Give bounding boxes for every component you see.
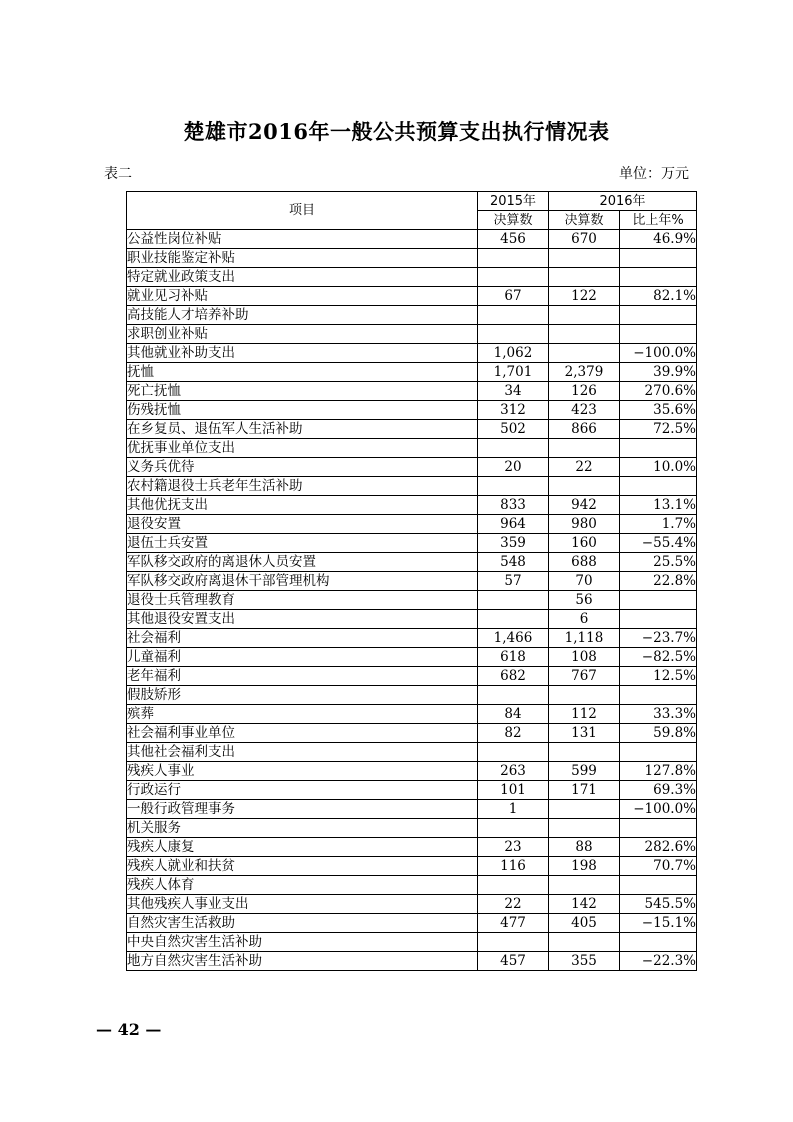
row-change-pct	[620, 268, 697, 287]
header-2015: 2015年	[478, 192, 549, 211]
table-row	[127, 268, 697, 287]
row-item-name: 其他社会福利支出	[127, 743, 478, 762]
row-change-pct: −23.7%	[620, 629, 697, 648]
row-value-2016: 70	[549, 572, 620, 591]
row-item-name: 退伍士兵安置	[127, 534, 478, 553]
row-item-name: 地方自然灾害生活补助	[127, 952, 478, 971]
row-item-name: 机关服务	[127, 819, 478, 838]
table-row	[127, 496, 697, 515]
row-value-2015: 34	[478, 382, 549, 401]
row-value-2016	[549, 477, 620, 496]
row-item-name: 社会福利事业单位	[127, 724, 478, 743]
row-value-2015	[478, 306, 549, 325]
row-item-name: 行政运行	[127, 781, 478, 800]
row-item-name: 农村籍退役士兵老年生活补助	[127, 477, 478, 496]
row-change-pct	[620, 743, 697, 762]
row-item-name: 其他退役安置支出	[127, 610, 478, 629]
row-item-name: 职业技能鉴定补贴	[127, 249, 478, 268]
row-item-name: 残疾人事业	[127, 762, 478, 781]
page-title: 楚雄市2016年一般公共预算支出执行情况表	[183, 119, 610, 144]
row-value-2016: 866	[549, 420, 620, 439]
table-row	[127, 610, 697, 629]
row-change-pct: −15.1%	[620, 914, 697, 933]
row-value-2016	[549, 819, 620, 838]
row-change-pct: 127.8%	[620, 762, 697, 781]
row-value-2015: 23	[478, 838, 549, 857]
row-value-2015	[478, 439, 549, 458]
row-item-name: 老年福利	[127, 667, 478, 686]
row-value-2015: 67	[478, 287, 549, 306]
table-row	[127, 933, 697, 952]
row-value-2016: 142	[549, 895, 620, 914]
table-row	[127, 667, 697, 686]
row-value-2015: 457	[478, 952, 549, 971]
row-value-2015: 20	[478, 458, 549, 477]
row-change-pct	[620, 591, 697, 610]
row-value-2015: 22	[478, 895, 549, 914]
row-value-2016: 2,379	[549, 363, 620, 382]
row-value-2016: 56	[549, 591, 620, 610]
row-change-pct: −100.0%	[620, 344, 697, 363]
row-item-name: 一般行政管理事务	[127, 800, 478, 819]
row-item-name: 假肢矫形	[127, 686, 478, 705]
row-item-name: 残疾人体育	[127, 876, 478, 895]
row-value-2016	[549, 686, 620, 705]
row-change-pct	[620, 933, 697, 952]
row-value-2015	[478, 268, 549, 287]
table-row	[127, 876, 697, 895]
row-change-pct: 82.1%	[620, 287, 697, 306]
table-row	[127, 648, 697, 667]
row-value-2015	[478, 933, 549, 952]
row-item-name: 其他就业补助支出	[127, 344, 478, 363]
row-item-name: 死亡抚恤	[127, 382, 478, 401]
row-change-pct: 70.7%	[620, 857, 697, 876]
row-value-2015: 1,701	[478, 363, 549, 382]
row-value-2015	[478, 876, 549, 895]
row-change-pct	[620, 325, 697, 344]
row-value-2015: 618	[478, 648, 549, 667]
row-change-pct	[620, 819, 697, 838]
row-change-pct: 39.9%	[620, 363, 697, 382]
row-change-pct: 270.6%	[620, 382, 697, 401]
row-item-name: 退役士兵管理教育	[127, 591, 478, 610]
row-value-2015: 1,062	[478, 344, 549, 363]
row-value-2015: 116	[478, 857, 549, 876]
row-change-pct: 33.3%	[620, 705, 697, 724]
row-value-2016: 980	[549, 515, 620, 534]
table-row	[127, 952, 697, 971]
row-change-pct	[620, 610, 697, 629]
row-value-2016: 688	[549, 553, 620, 572]
row-item-name: 其他优抚支出	[127, 496, 478, 515]
table-row	[127, 553, 697, 572]
table-row	[127, 230, 697, 249]
row-change-pct: −82.5%	[620, 648, 697, 667]
row-value-2016: 767	[549, 667, 620, 686]
table-row	[127, 534, 697, 553]
row-item-name: 残疾人康复	[127, 838, 478, 857]
table-row	[127, 743, 697, 762]
table-row	[127, 762, 697, 781]
row-value-2016	[549, 876, 620, 895]
row-value-2016: 355	[549, 952, 620, 971]
row-value-2015: 1,466	[478, 629, 549, 648]
row-value-2015: 548	[478, 553, 549, 572]
unit-label: 单位：万元	[619, 166, 689, 182]
row-item-name: 在乡复员、退伍军人生活补助	[127, 420, 478, 439]
table-row	[127, 249, 697, 268]
row-value-2016: 122	[549, 287, 620, 306]
row-item-name: 军队移交政府的离退休人员安置	[127, 553, 478, 572]
row-change-pct	[620, 249, 697, 268]
row-value-2016	[549, 325, 620, 344]
row-change-pct: 25.5%	[620, 553, 697, 572]
row-value-2015	[478, 743, 549, 762]
row-value-2015	[478, 686, 549, 705]
row-value-2016: 126	[549, 382, 620, 401]
header-2016: 2016年	[549, 192, 697, 211]
row-value-2015	[478, 477, 549, 496]
table-row	[127, 306, 697, 325]
row-value-2015: 502	[478, 420, 549, 439]
table-row	[127, 800, 697, 819]
table-row	[127, 439, 697, 458]
row-change-pct	[620, 686, 697, 705]
row-change-pct: 35.6%	[620, 401, 697, 420]
table-body	[127, 230, 697, 971]
row-change-pct: 22.8%	[620, 572, 697, 591]
row-value-2015: 1	[478, 800, 549, 819]
row-value-2015: 456	[478, 230, 549, 249]
row-value-2015: 682	[478, 667, 549, 686]
row-change-pct	[620, 439, 697, 458]
row-value-2015	[478, 591, 549, 610]
row-change-pct: 282.6%	[620, 838, 697, 857]
row-change-pct: 69.3%	[620, 781, 697, 800]
row-change-pct: 12.5%	[620, 667, 697, 686]
row-value-2016	[549, 344, 620, 363]
row-value-2016	[549, 268, 620, 287]
table-row	[127, 895, 697, 914]
row-change-pct: −22.3%	[620, 952, 697, 971]
row-item-name: 公益性岗位补贴	[127, 230, 478, 249]
table-row	[127, 705, 697, 724]
table-row	[127, 686, 697, 705]
row-item-name: 伤残抚恤	[127, 401, 478, 420]
row-change-pct: 46.9%	[620, 230, 697, 249]
row-value-2015: 359	[478, 534, 549, 553]
row-value-2015: 101	[478, 781, 549, 800]
row-item-name: 残疾人就业和扶贫	[127, 857, 478, 876]
row-change-pct: 72.5%	[620, 420, 697, 439]
row-value-2016: 108	[549, 648, 620, 667]
row-value-2016: 599	[549, 762, 620, 781]
row-value-2015	[478, 610, 549, 629]
row-value-2015	[478, 819, 549, 838]
row-value-2016: 112	[549, 705, 620, 724]
row-value-2016: 405	[549, 914, 620, 933]
row-value-2016	[549, 306, 620, 325]
row-value-2016: 423	[549, 401, 620, 420]
row-value-2016: 670	[549, 230, 620, 249]
header-item: 项目	[127, 192, 478, 230]
row-item-name: 中央自然灾害生活补助	[127, 933, 478, 952]
row-change-pct	[620, 306, 697, 325]
row-value-2015: 84	[478, 705, 549, 724]
table-header	[127, 192, 697, 230]
row-change-pct	[620, 876, 697, 895]
row-value-2016: 131	[549, 724, 620, 743]
table-row	[127, 572, 697, 591]
row-value-2015: 833	[478, 496, 549, 515]
table-row	[127, 781, 697, 800]
table-row	[127, 838, 697, 857]
row-item-name: 求职创业补贴	[127, 325, 478, 344]
row-item-name: 优抚事业单位支出	[127, 439, 478, 458]
table-row	[127, 819, 697, 838]
row-item-name: 殡葬	[127, 705, 478, 724]
table-row	[127, 363, 697, 382]
row-value-2015: 57	[478, 572, 549, 591]
row-change-pct: 1.7%	[620, 515, 697, 534]
row-item-name: 义务兵优待	[127, 458, 478, 477]
row-change-pct	[620, 477, 697, 496]
header-change: 比上年%	[620, 211, 697, 230]
row-value-2016: 160	[549, 534, 620, 553]
row-value-2016: 6	[549, 610, 620, 629]
row-item-name: 自然灾害生活救助	[127, 914, 478, 933]
row-value-2016: 198	[549, 857, 620, 876]
row-item-name: 高技能人才培养补助	[127, 306, 478, 325]
row-value-2015: 82	[478, 724, 549, 743]
budget-table	[126, 191, 697, 971]
row-item-name: 抚恤	[127, 363, 478, 382]
row-item-name: 其他残疾人事业支出	[127, 895, 478, 914]
row-value-2016: 1,118	[549, 629, 620, 648]
row-value-2016: 88	[549, 838, 620, 857]
row-value-2016: 171	[549, 781, 620, 800]
row-item-name: 社会福利	[127, 629, 478, 648]
row-value-2016	[549, 800, 620, 819]
header-final-2015: 决算数	[478, 211, 549, 230]
table-row	[127, 515, 697, 534]
row-change-pct: −55.4%	[620, 534, 697, 553]
row-value-2016: 942	[549, 496, 620, 515]
row-value-2015: 964	[478, 515, 549, 534]
row-change-pct: 59.8%	[620, 724, 697, 743]
row-item-name: 儿童福利	[127, 648, 478, 667]
table-row	[127, 591, 697, 610]
row-change-pct: −100.0%	[620, 800, 697, 819]
row-value-2015	[478, 249, 549, 268]
page-number: — 42 —	[96, 1020, 162, 1039]
table-row	[127, 914, 697, 933]
row-change-pct: 545.5%	[620, 895, 697, 914]
table-row	[127, 325, 697, 344]
row-value-2016	[549, 743, 620, 762]
row-item-name: 特定就业政策支出	[127, 268, 478, 287]
table-row	[127, 382, 697, 401]
row-item-name: 就业见习补贴	[127, 287, 478, 306]
row-value-2016	[549, 439, 620, 458]
row-value-2015	[478, 325, 549, 344]
row-value-2016: 22	[549, 458, 620, 477]
table-row	[127, 477, 697, 496]
table-row	[127, 629, 697, 648]
table-row	[127, 344, 697, 363]
table-row	[127, 401, 697, 420]
row-change-pct: 10.0%	[620, 458, 697, 477]
table-number: 表二	[104, 166, 132, 182]
row-value-2015: 477	[478, 914, 549, 933]
table-row	[127, 724, 697, 743]
table-row	[127, 287, 697, 306]
row-value-2015: 263	[478, 762, 549, 781]
row-value-2016	[549, 933, 620, 952]
row-value-2015: 312	[478, 401, 549, 420]
row-item-name: 退役安置	[127, 515, 478, 534]
header-final-2016: 决算数	[549, 211, 620, 230]
table-row	[127, 458, 697, 477]
table-row	[127, 857, 697, 876]
row-value-2016	[549, 249, 620, 268]
table-row	[127, 420, 697, 439]
row-change-pct: 13.1%	[620, 496, 697, 515]
row-item-name: 军队移交政府离退休干部管理机构	[127, 572, 478, 591]
